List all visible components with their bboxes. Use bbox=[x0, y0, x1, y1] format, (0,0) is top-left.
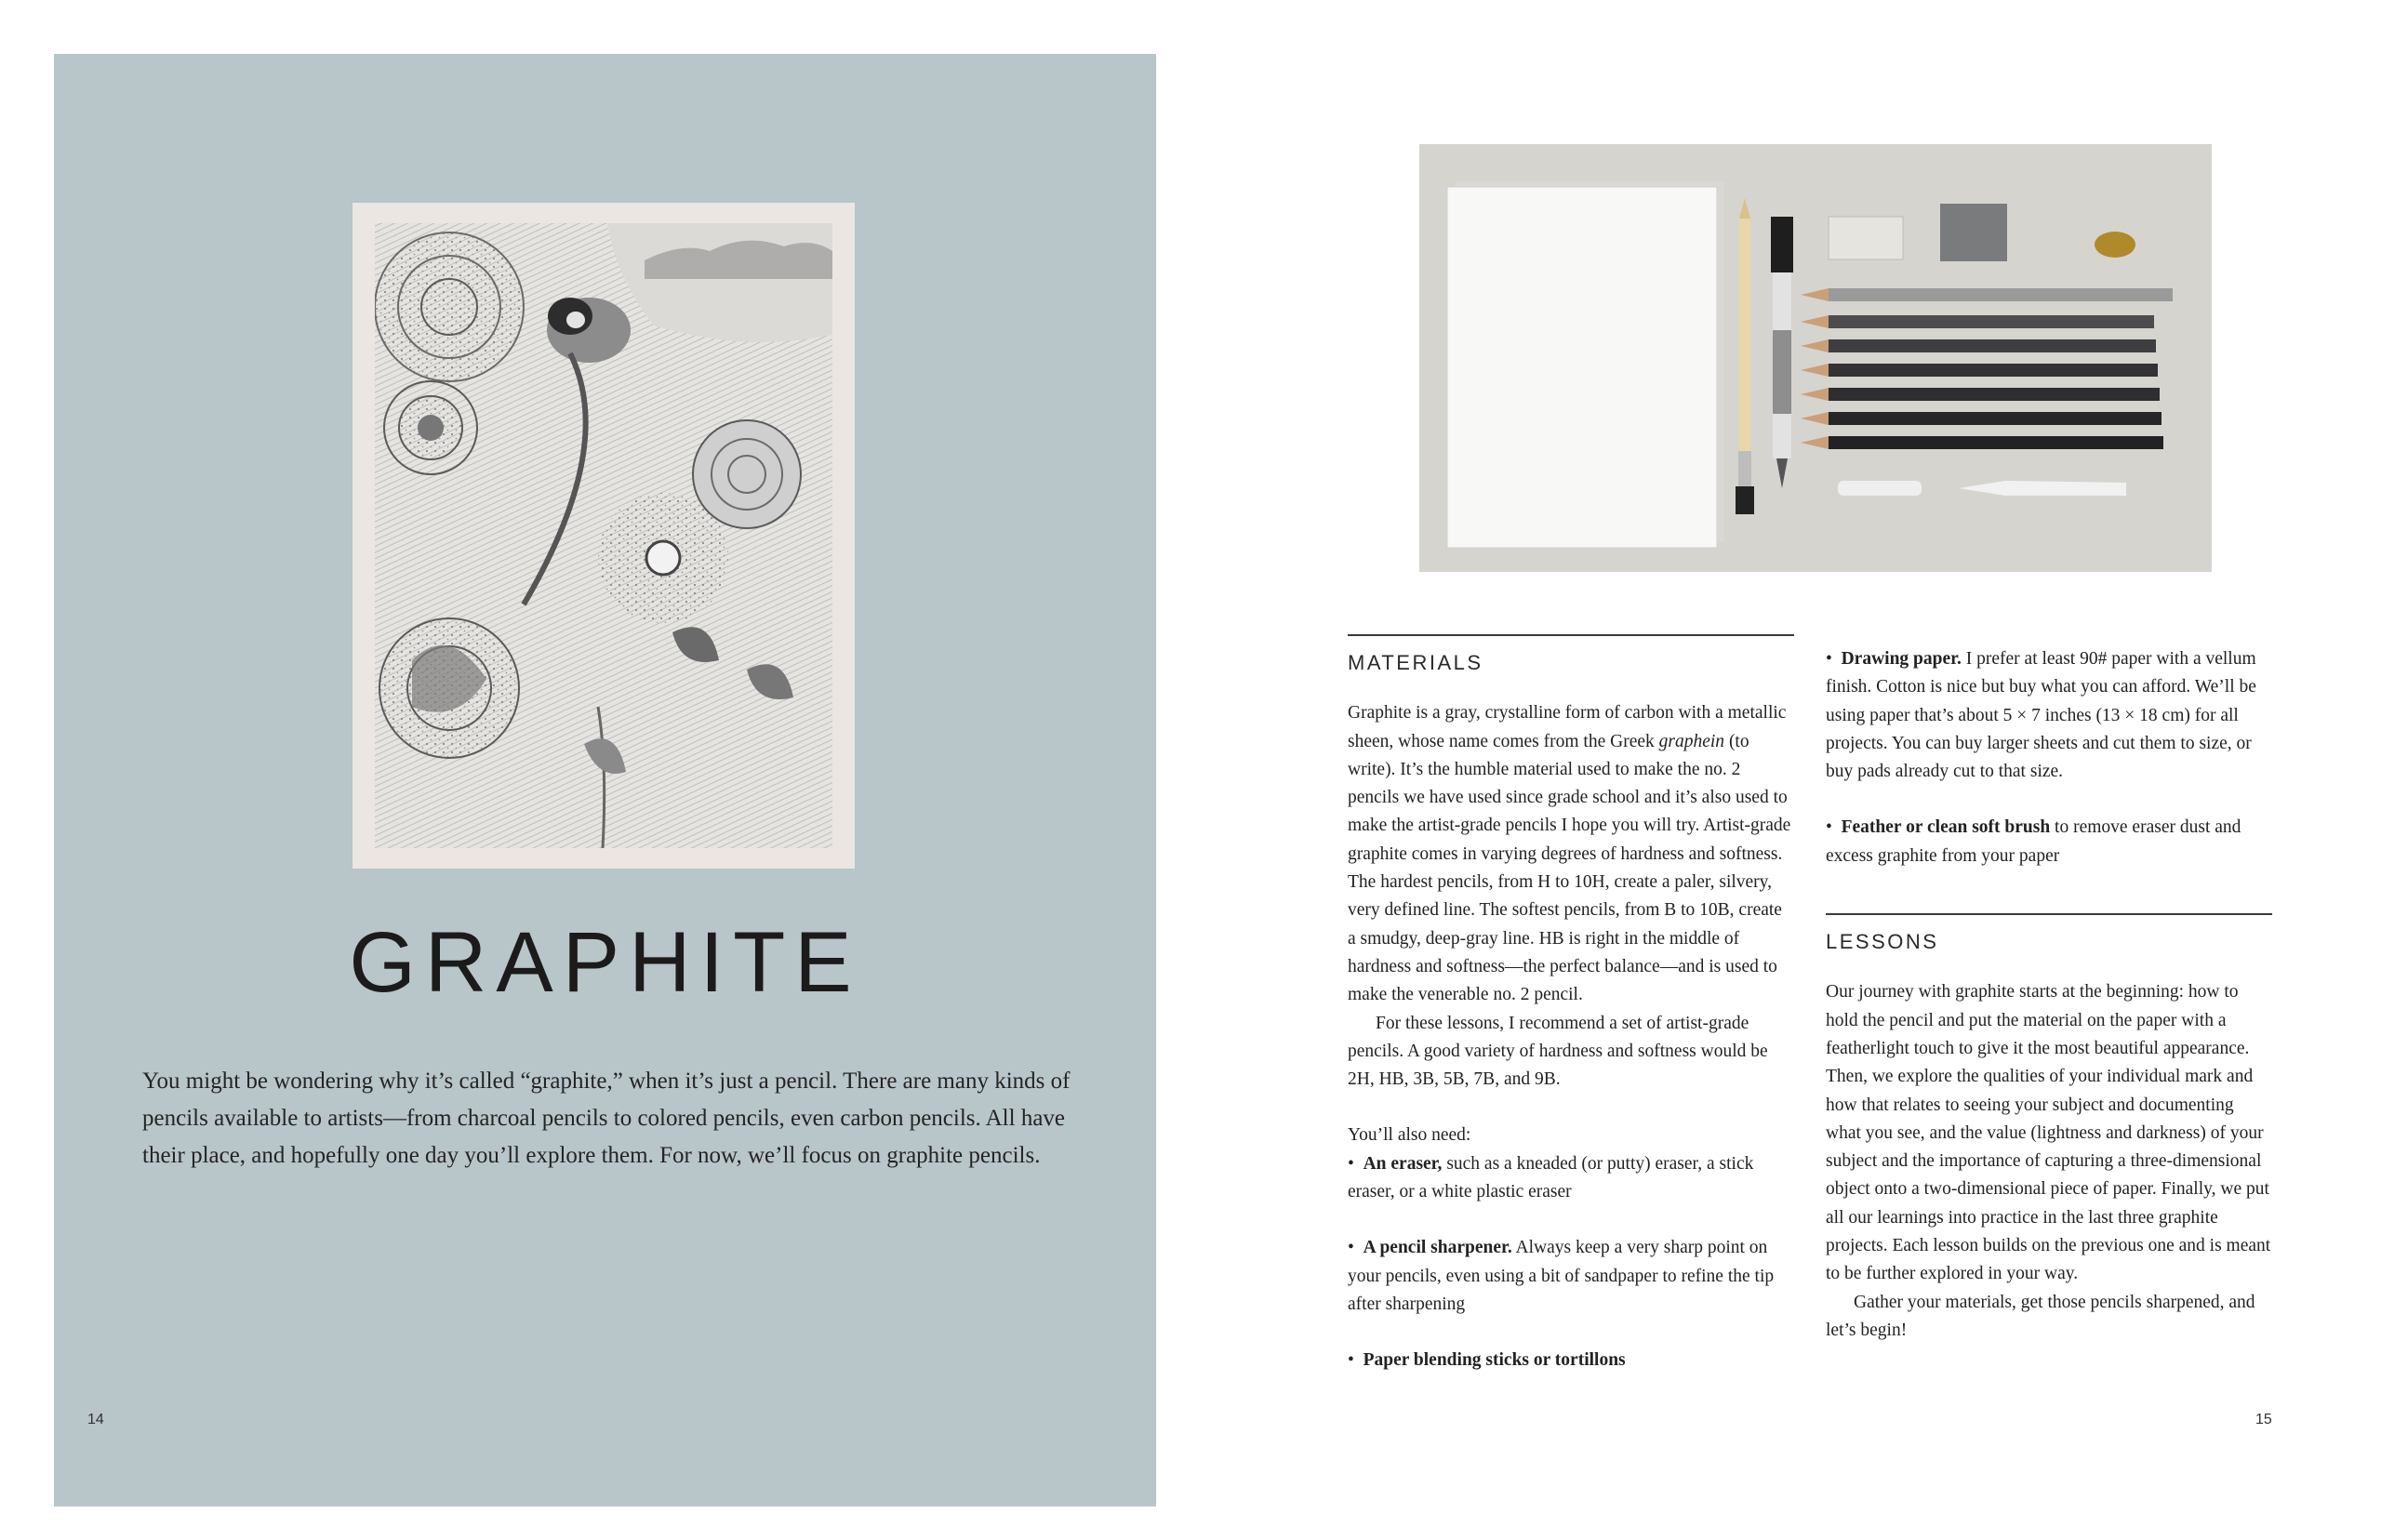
lessons-paragraph-2: Gather your materials, get those pencils sharpened, and let’s begin! bbox=[1826, 1292, 2255, 1340]
list-item-text: such as a kneaded (or putty) eraser, a stick eraser, or a white plastic eraser bbox=[1348, 1153, 1754, 1202]
list-item-bold: Feather or clean soft brush bbox=[1841, 817, 2051, 838]
list-item-text: Always keep a very sharp point on your pencils, even using a bit of sandpaper to refine the tip after sharpening bbox=[1348, 1238, 1775, 1314]
materials-paragraph-1 bbox=[1348, 699, 1794, 1009]
bullet: • bbox=[1348, 1350, 1354, 1371]
spacer bbox=[1826, 870, 2272, 913]
intro-paragraph bbox=[142, 1063, 1082, 1175]
list-item-sharpener bbox=[1348, 1234, 1794, 1319]
list-item-brush bbox=[1826, 814, 2272, 870]
spacer bbox=[1348, 1319, 1794, 1347]
bullet: • bbox=[1348, 1238, 1354, 1258]
spacer bbox=[1348, 1206, 1794, 1234]
materials-text-b: (to write). It’s the humble material used to make the no. 2 pencils we have used since grade school and it’s also used to make the artist-grade pencils I hope you will try. Artist-grade graphite comes in varying degrees of hardness and softness. The hardest pencils, from H to 10H, create a paler, silvery, very defined line. The softest pencils, from B to 10B, create a smudgy, deep-gray line. HB is right in the middle of hardness and softness—the perfect balance—and is used to make the venerable no. 2 pencil. bbox=[1348, 731, 1791, 1005]
lessons-rule bbox=[1826, 913, 2272, 915]
materials-heading: MATERIALS bbox=[1348, 651, 1483, 674]
bullet: • bbox=[1826, 817, 1832, 838]
intro-text: You might be wondering why it’s called “graphite,” when it’s just a pencil. There are many kinds of pencils available to artists—from charcoal pencils to colored pencils, even carbon pencils. All have their place, and hopefully one day you’ll explore them. For now, we’ll focus on graphite pencils. bbox=[142, 1069, 1071, 1168]
list-item-blending-sticks bbox=[1348, 1347, 1794, 1374]
list-item-text: to remove eraser dust and excess graphite from your paper bbox=[1826, 817, 2241, 866]
materials-photo bbox=[1419, 144, 2212, 572]
materials-text-italic: graphein bbox=[1658, 731, 1725, 751]
lessons-column bbox=[1826, 634, 2272, 1345]
list-item-bold: Paper blending sticks or tortillons bbox=[1363, 1350, 1626, 1371]
materials-text-a: Graphite is a gray, crystalline form of carbon with a metallic sheen, whose name comes from the Greek bbox=[1348, 703, 1787, 751]
materials-paragraph-2: For these lessons, I recommend a set of artist-grade pencils. A good variety of hardness and softness would be 2H, HB, 3B, 5B, 7B, and 9B. bbox=[1348, 1013, 1768, 1090]
bullet: • bbox=[1348, 1153, 1354, 1174]
list-item-drawing-paper bbox=[1826, 645, 2272, 786]
materials-photo-drawing bbox=[1419, 144, 2212, 572]
left-page bbox=[54, 54, 1156, 1507]
list-item-eraser bbox=[1348, 1150, 1794, 1207]
list-item-bold: An eraser, bbox=[1363, 1153, 1443, 1174]
lessons-heading: LESSONS bbox=[1826, 930, 1939, 954]
spacer bbox=[1826, 786, 2272, 814]
list-item-text: I prefer at least 90# paper with a vellum finish. Cotton is nice but buy what you can afford. We’ll be using paper that’s about 5 × 7 inches (13 × 18 cm) for all projects. You can buy larger sheets and cut them to size, or buy pads already cut to that size. bbox=[1826, 649, 2256, 782]
list-item-bold: A pencil sharpener. bbox=[1363, 1238, 1512, 1258]
spacer bbox=[1348, 1094, 1794, 1122]
materials-column bbox=[1348, 634, 1794, 1375]
graphite-artwork-illustration bbox=[352, 203, 855, 869]
list-item-bold: Drawing paper. bbox=[1841, 649, 1962, 669]
materials-rule bbox=[1348, 634, 1794, 636]
also-need-label: You’ll also need: bbox=[1348, 1125, 1471, 1146]
chapter-title: GRAPHITE bbox=[349, 915, 861, 1010]
artwork-drawing bbox=[375, 223, 832, 848]
bullet: • bbox=[1826, 649, 1832, 669]
page-number-right: 15 bbox=[2255, 1412, 2272, 1427]
page-number-left: 14 bbox=[87, 1412, 104, 1427]
lessons-paragraph-1: Our journey with graphite starts at the beginning: how to hold the pencil and put the material on the paper with a featherlight touch to give it the most beautiful appearance. Then, we explore the qualities of your individual mark and how that relates to seeing your subject and documenting what you see, and the value (lightness and darkness) of your subject and the importance of capturing a three-dimensional object onto a two-dimensional piece of paper. Finally, we put all our learnings into practice in the last three graphite projects. Each lesson builds on the previous one and is meant to be further explored in your way. bbox=[1826, 982, 2271, 1284]
